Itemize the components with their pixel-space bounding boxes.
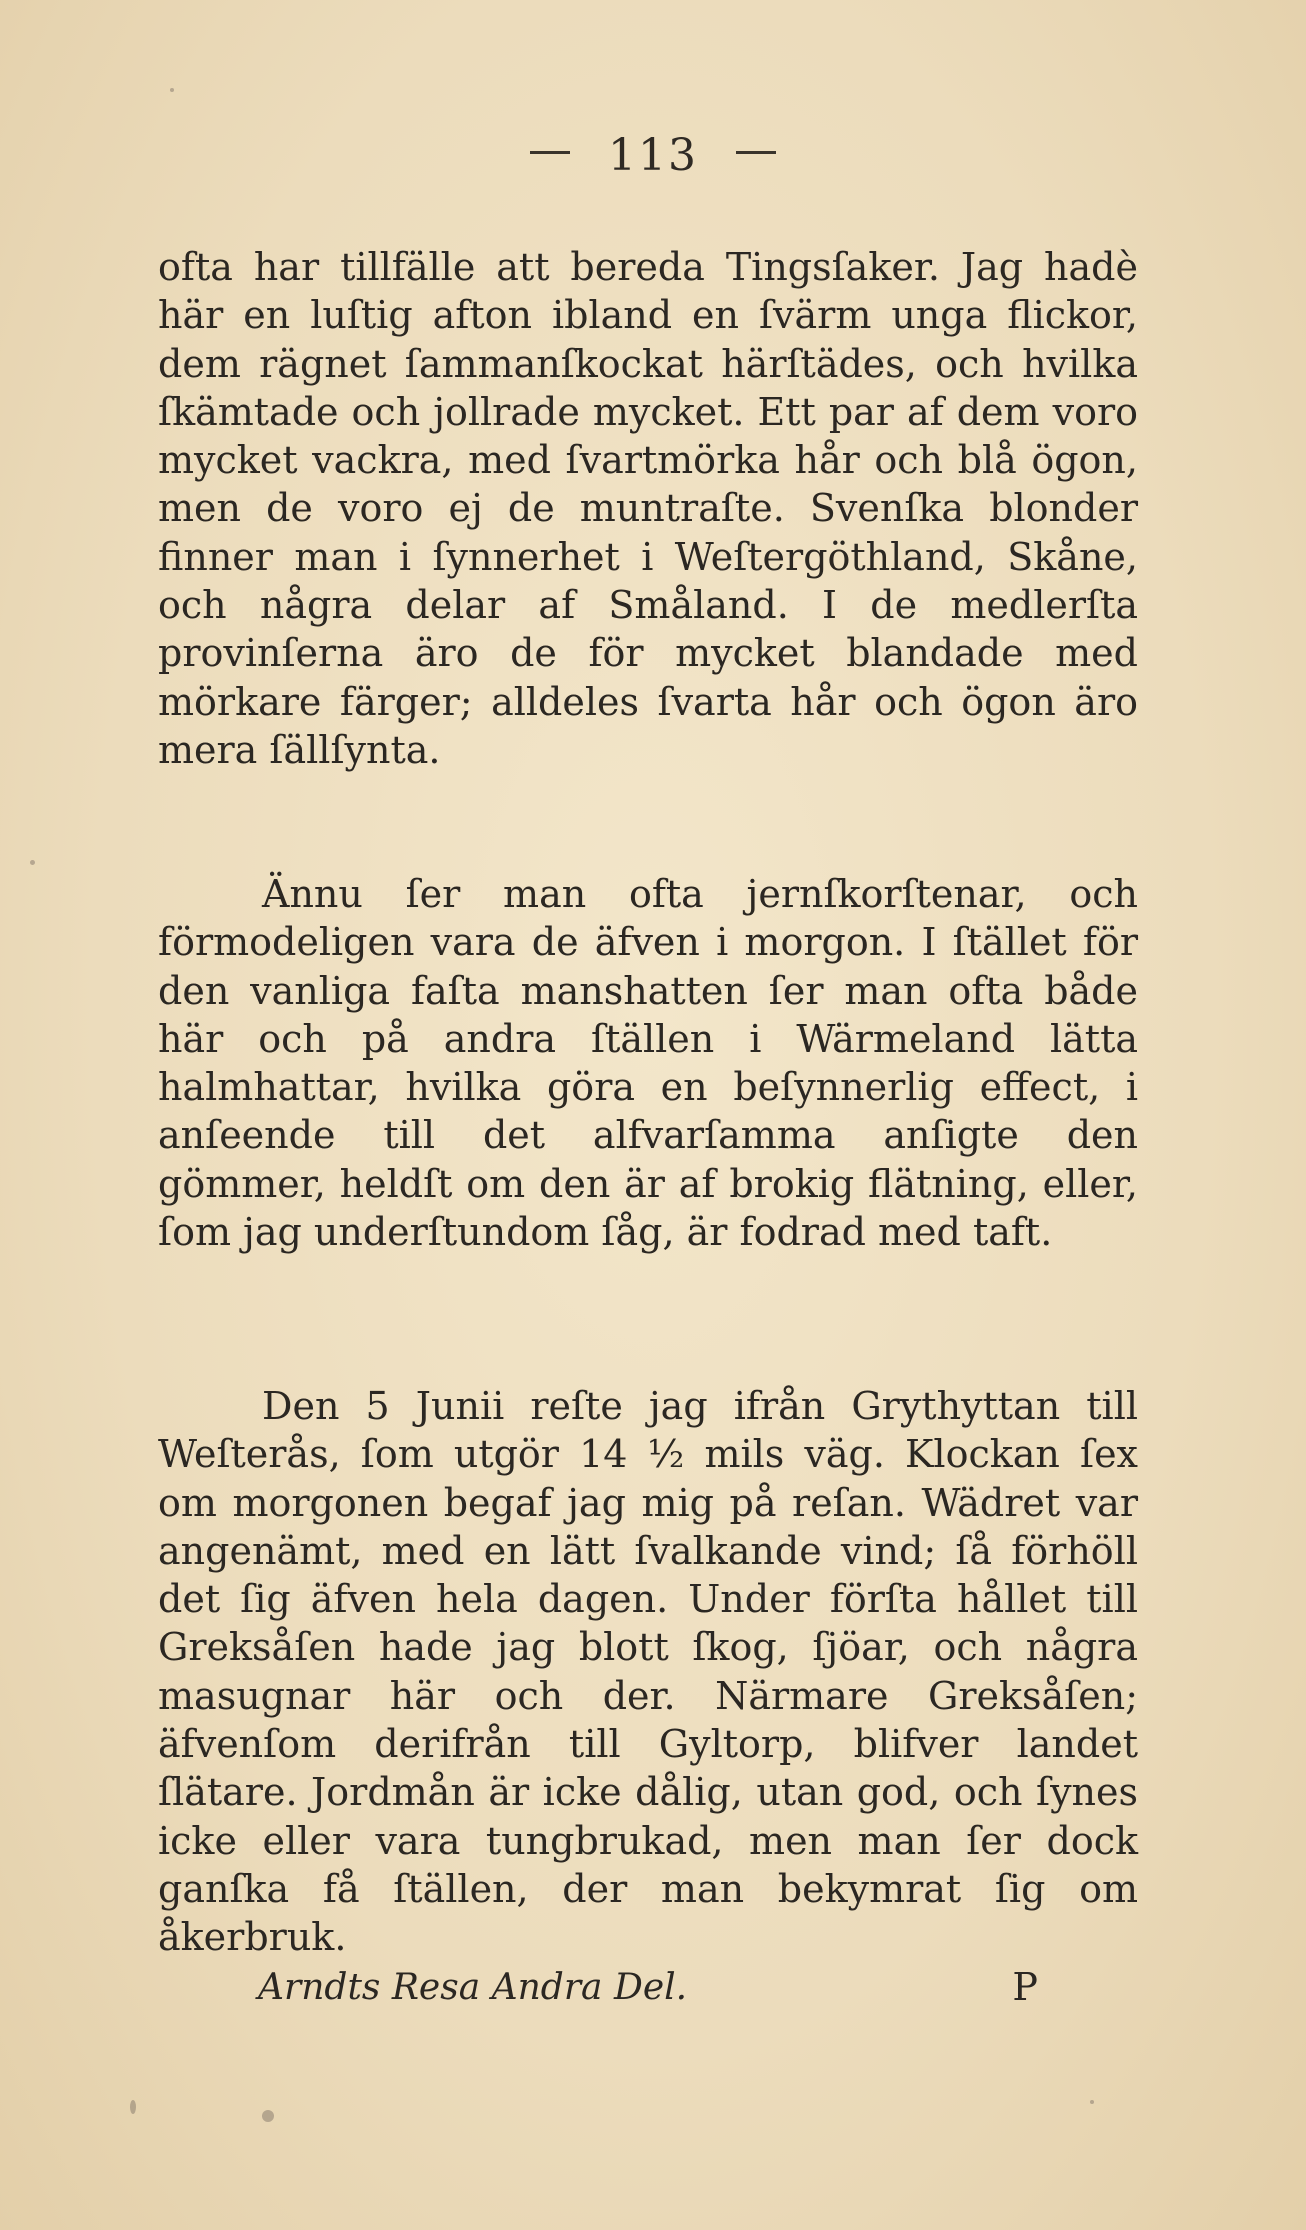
signature-mark: P [1012, 1965, 1038, 2009]
paragraph-3: Den 5 Junii reſte jag ifrån Grythyttan till Weſterås, ſom utgör 14 ½ mils väg. Klockan ſex om morgonen begaf jag mig på reſan. Wädret var angenämt, med en lätt ſvalkande vind; ſå förhöll det ſig äfven hela dagen. Under förſta hållet till Greksåſen hade jag blott ſkog, ſjöar, och några masugnar här och der. Närmare Greksåſen; äfvenſom derifrån till Gyltorp, blifver landet ſlätare. Jordmån är icke dålig, utan god, och ſynes icke eller vara tungbrukad, men man ſer dock ganſka få ſtällen, der man bekymrat ſig om åkerbruk. [158, 1384, 1138, 1960]
paragraph-1: ofta har tillfälle att bereda Tingsſaker. Jag hadè här en luſtig afton ibland en ſvärm unga flickor, dem rägnet ſammanſkockat härſtädes, och hvilka ſkämtade och jollrade mycket. Ett par af dem voro mycket vackra, med ſvartmörka hår och blå ögon, men de voro ej de muntraſte. Svenſka blonder finner man i ſynnerhet i Weſtergöthland, Skåne, och några delar af Småland. I de medlerſta provinſerna äro de för mycket blandade med mörkare färger; alldeles ſvarta hår och ögon äro mera ſällſynta. [158, 245, 1138, 772]
page-header [0, 130, 1306, 181]
text-block-2 [158, 870, 1138, 1256]
paper-speck [262, 2110, 274, 2122]
paragraph-2: Ännu ſer man ofta jernſkorſtenar, och förmodeligen vara de äfven i morgon. I ſtället för den vanliga faſta manshatten ſer man ofta både här och på andra ſtällen i Wärmeland lätta halmhattar, hvilka göra en beſynnerlig effect, i anſeende till det alfvarſamma anſigte den gömmer, heldſt om den är af brokig flätning, eller, ſom jag underſtundom ſåg, är fodrad med taft. [158, 872, 1138, 1255]
header-ornament-left [530, 151, 570, 154]
footer-title: Arndts Resa Andra Del. [258, 1967, 688, 2008]
header-ornament-right [736, 151, 776, 154]
paper-speck [170, 88, 174, 92]
paper-speck [1090, 2100, 1094, 2104]
page-number: 113 [608, 130, 698, 181]
text-block-3 [158, 1382, 1138, 1962]
paper-speck [30, 860, 35, 865]
paper-speck [130, 2100, 136, 2114]
text-block-1 [158, 243, 1138, 774]
page-footer [258, 1965, 1038, 2009]
